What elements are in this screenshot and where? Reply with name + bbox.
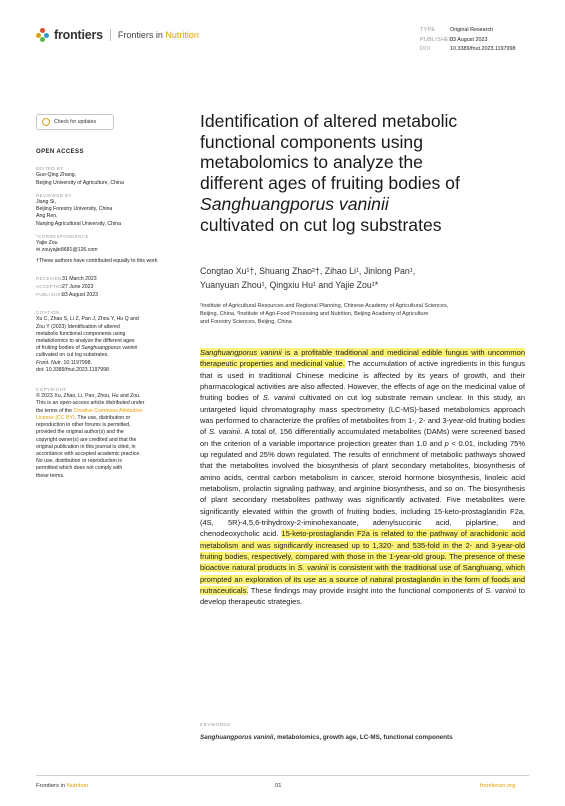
published-date: PUBLISHED03 August 2023: [36, 292, 99, 299]
journal-field: Nutrition: [165, 30, 199, 40]
correspondence-label: *CORRESPONDENCE: [36, 233, 89, 239]
logo-text: frontiers: [54, 28, 103, 42]
check-for-updates-button[interactable]: [36, 114, 114, 130]
edited-by: Guo-Qing Zhang, Beijing University of Agriculture, China: [36, 172, 124, 186]
citation-doi[interactable]: doi: 10.3389/fnut.2023.1197998: [36, 366, 109, 373]
license-link-cont[interactable]: License (CC BY): [36, 414, 75, 421]
check-updates-label: Check for updates: [54, 119, 97, 125]
reviewed-by: Jiang Si, Beijing Forestry University, China Ang Ren, Nanjing Agricultural University, China: [36, 199, 121, 227]
accepted-date: ACCEPTED27 June 2023: [36, 283, 94, 290]
meta-published: PUBLISHED03 August 2023: [420, 36, 488, 43]
edited-by-label: EDITED BY: [36, 166, 64, 172]
article-info-sidebar: [36, 149, 186, 482]
journal-prefix: Frontiers in: [117, 30, 166, 40]
received-date: RECEIVED31 March 2023: [36, 275, 97, 282]
crossmark-icon: [42, 118, 50, 126]
page-number: 01: [275, 783, 282, 789]
footer-journal: Frontiers in Nutrition: [36, 783, 89, 789]
footer-divider: [36, 775, 529, 776]
journal-logo[interactable]: [36, 28, 199, 42]
correspondence: Yajie Zou ✉ zouyajie8681@126.com: [36, 240, 186, 254]
abstract: Sanghuangporus vaninii is a profitable traditional and medicinal edible fungus with uncommon therapeutic properties and medicinal value. The accumulation of active ingredients in this fungus that is used in traditional Chinese medicine is affected by its years of growth, and their pharmacological activities are also affected. However, the effects of age on the medicinal value of fruiting bodies of S. vaninii cultivated on cut log substrate remain unclear. In this study, an untargeted liquid chromatography mass spectrometry (LC-MS)-based metabolomics approach was performed to characterize the profiles of metabolites from 1-, 2- and 3-year-old fruiting bodies of S. vaninii. A total of, 156 differentially accumulated metabolites (DAMs) were screened based on the criterion of a variable importance projection greater than 1.0 and p < 0.01, including 75% up regulated and 25% down regulated. The results of enrichment of metabolic pathways showed that the metabolites involved the biosynthesis of plant secondary metabolites, biosynthesis of amino acids, central carbon metabolism in cancer, steroid hormone biosynthesis, linoleic acid metabolism, prolactin signaling pathway, and arginine biosynthesis, and so on. The biosynthesis of plant secondary metabolites pathway was significantly activated. Five metabolites were significantly elevated within the growth of fruiting bodies, including 15-keto-prostaglandin F2a, (4S, 5R)-4,5,6-trihydroxy-2-iminohexanoate, adenylsuccinic acid, piplartine, and chenodeoxycholic acid. 15-keto-prostaglandin F2a is related to the pathway of arachidonic acid metabolism and was significantly increased up to 1,320- and 535-fold in the 2- and 3-year-old fruiting bodies, respectively, compared with those in the 1-year-old group. The presence of these bioactive natural products in S. vaninii is consistent with the traditional use of Sanghuang, which prompted an exploration of its use as a source of natural prostaglandin in the form of foods and nutraceuticals. These findings may provide insight into the functional components of S. vaninii to develop therapeutic strategies.: [200, 348, 526, 607]
affiliations: ¹Institute of Agricultural Resources and Regional Planning, Chinese Academy of Agricultural Sciences, Beijing, China, ²Institute of Agri-Food Processing and Nutrition, Beijing Academy of Agriculture and Forestry Sciences, Beijing, China: [200, 303, 449, 326]
title-species: Sanghuangporus vaninii: [200, 193, 389, 214]
logo-divider: [110, 29, 111, 41]
journal-name: [118, 30, 199, 40]
equal-contribution-note: †These authors have contributed equally to this work: [36, 258, 158, 265]
keywords-label: KEYWORDS: [200, 722, 231, 727]
frontiers-logo-icon: [36, 28, 50, 42]
meta-doi[interactable]: DOI 10.3389/fnut.2023.1197998: [420, 46, 516, 53]
meta-type: TYPE Original Research: [420, 27, 494, 33]
copyright-label: COPYRIGHT: [36, 387, 67, 393]
footer-site-link[interactable]: frontiersin.org: [480, 783, 516, 789]
citation: Xu C, Zhao S, Li Z, Pan J, Zhou Y, Hu Q and Zou Y (2023) Identification of altered metabolic functional components using metabolomics to analyze the different ages of fruiting bodies of Sanghuangporus vaninii cultivated on cut log substrates. Front. Nutr. 10:1197998. doi: 10.3389/fnut.2023.1197998: [36, 316, 186, 374]
reviewed-by-label: REVIEWED BY: [36, 192, 72, 198]
author-list[interactable]: Congtao Xu¹†, Shuang Zhao²†, Zihao Li¹, Jinlong Pan¹, Yuanyuan Zhou¹, Qingxiu Hu¹ and Yajie Zou¹*: [200, 266, 416, 290]
open-access-label: OPEN ACCESS: [36, 149, 84, 155]
citation-label: CITATION: [36, 310, 60, 316]
license-link[interactable]: Creative Commons Attribution: [73, 407, 143, 414]
copyright: © 2023 Xu, Zhao, Li, Pan, Zhou, Hu and Zou. This is an open-access article distributed under the terms of the Creative Commons Attribution License (CC BY). The use, distribution or reproduction in other forums is permitted, provided the original author(s) and the copyright owner(s) are credited and that the original publication in this journal is cited, in accordance with accepted academic practice. No use, distribution or reproduction is permitted which does not comply with these terms.: [36, 393, 145, 479]
keywords: Sanghuangporus vaninii, metabolomics, growth age, LC-MS, functional components: [200, 734, 453, 741]
article-meta: [420, 26, 516, 55]
article-title: Identification of altered metabolic functional components using metabolomics to analyze the different ages of fruiting bodies of Sanghuangporus vaninii cultivated on cut log substrates: [200, 111, 520, 235]
highlight: 15-keto-prostaglandin F2a is related to the pathway of arachidonic acid metabolism and was significantly increased up to 1,320- and 535-fold in the 2- and 3-year-old fruiting bodies, respectively, compared with those in the 1-year-old group. The presence of these bioactive natural products in S. vaninii is consistent with the traditional use of Sanghuang, which prompted an exploration of its use as a source of natural prostaglandin in the form of foods and nutraceuticals.: [200, 529, 525, 595]
correspondence-email[interactable]: ✉ zouyajie8681@126.com: [36, 247, 98, 254]
highlight: Sanghuangporus vaninii is a profitable traditional and medicinal edible fungus with uncommon therapeutic properties and medicinal value.: [200, 348, 525, 369]
